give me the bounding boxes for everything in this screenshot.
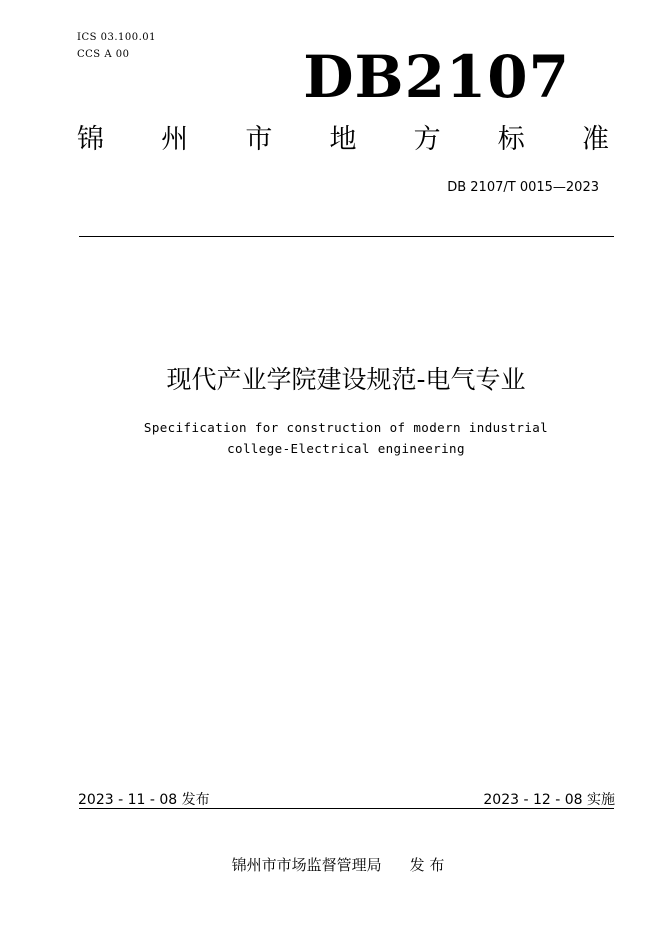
title-english-line1: Specification for construction of modern industrial [143, 420, 549, 435]
standard-type-char: 准 [581, 124, 609, 155]
ccs-code: CCS A 00 [77, 49, 130, 60]
standard-type-char: 标 [497, 124, 525, 155]
title-english [0, 417, 662, 459]
issuer-line [0, 854, 662, 875]
implementation-date: 2023 - 12 - 08 实施 [483, 792, 615, 808]
standard-type-char: 锦 [77, 124, 104, 155]
footer-divider [79, 808, 614, 809]
issue-action: 发 布 [409, 856, 445, 874]
issue-date: 2023 - 11 - 08 发布 [78, 792, 210, 808]
header-divider [79, 236, 614, 237]
ics-code: ICS 03.100.01 [77, 32, 157, 43]
title-chinese: 现代产业学院建设规范-电气专业 [166, 365, 526, 394]
issuer-name: 锦州市市场监督管理局 [231, 856, 382, 874]
standard-type [77, 124, 609, 156]
standard-code: DB2107 [303, 43, 570, 111]
title-english-line2: college-Electrical engineering [227, 441, 465, 456]
standard-type-char: 地 [329, 124, 357, 155]
standard-type-char: 市 [245, 124, 273, 155]
standard-type-char: 州 [161, 124, 189, 155]
standard-type-char: 方 [413, 124, 441, 155]
standard-number: DB 2107/T 0015—2023 [447, 180, 599, 195]
